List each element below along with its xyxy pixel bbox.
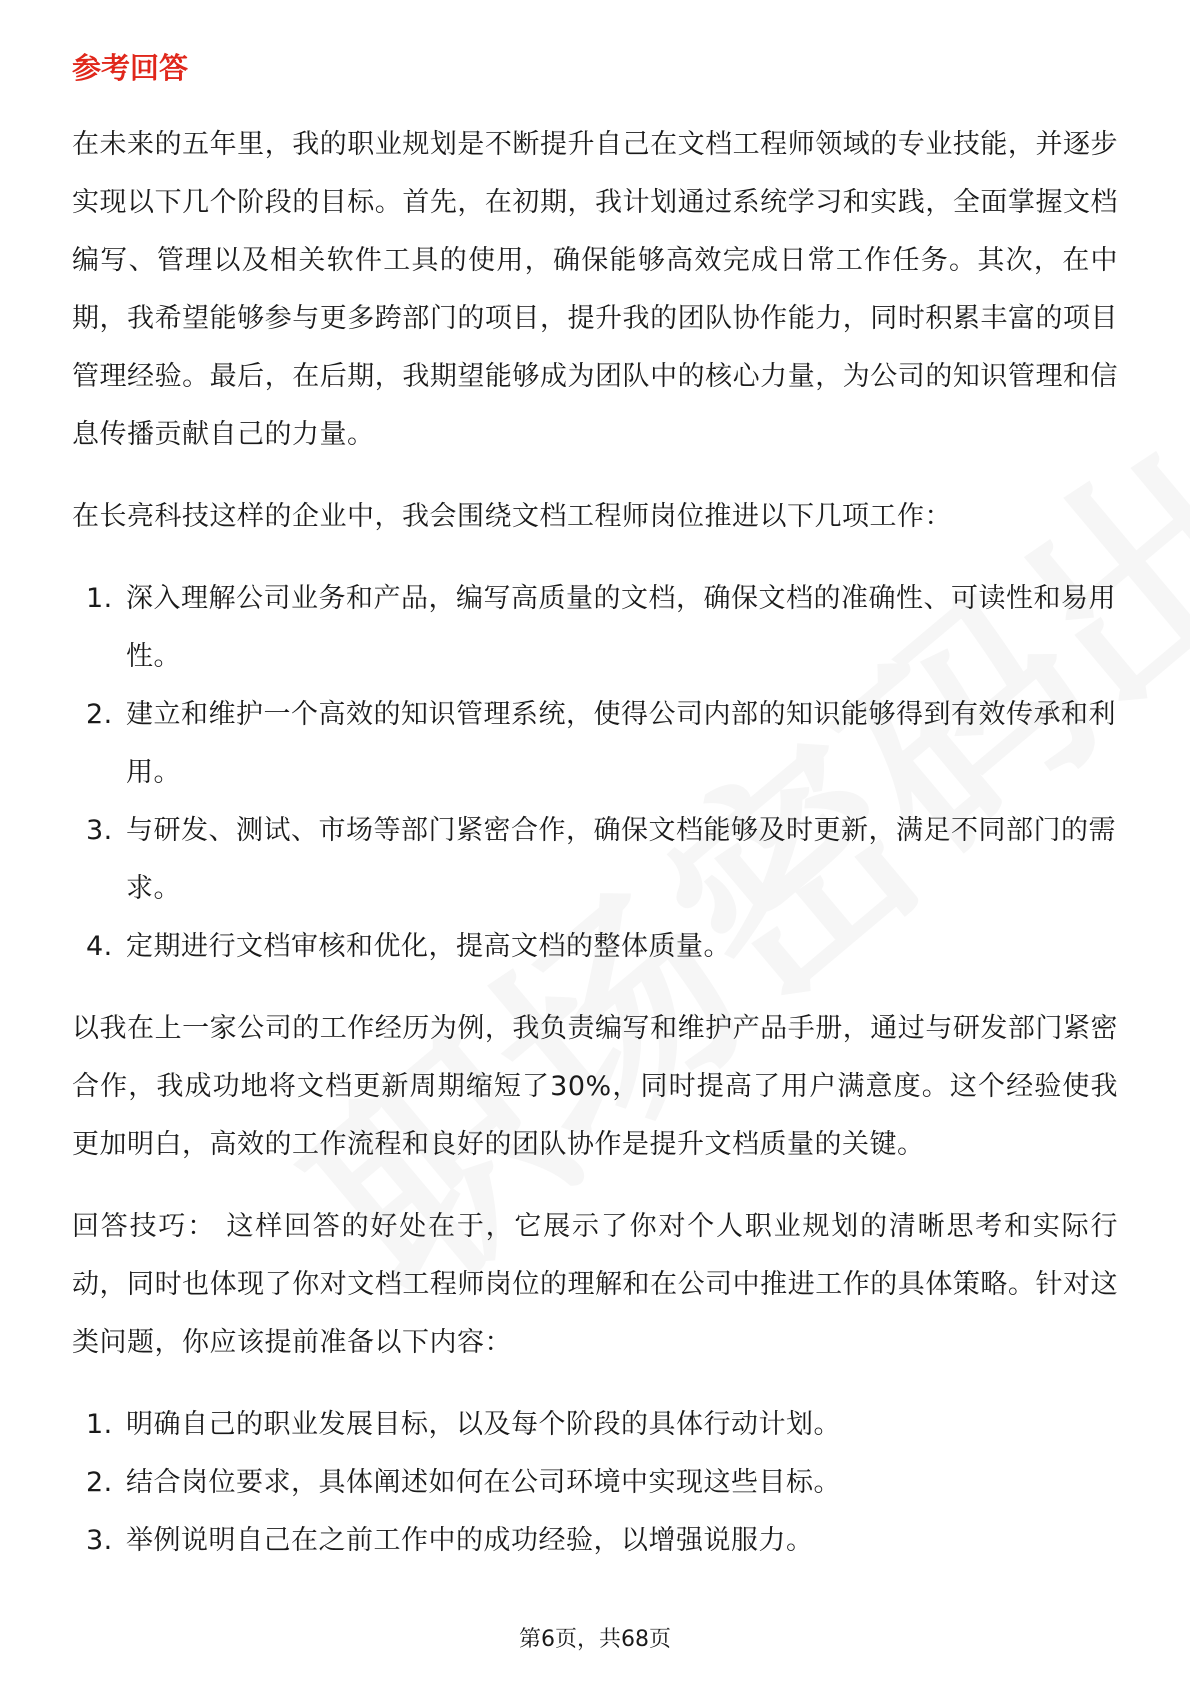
list-item-number: 3. — [86, 1525, 113, 1556]
list-item-text: 深入理解公司业务和产品，编写高质量的文档，确保文档的准确性、可读性和易用性。 — [126, 583, 1116, 672]
list-item-number: 2. — [86, 699, 113, 730]
list-item-text: 举例说明自己在之前工作中的成功经验，以增强说服力。 — [126, 1525, 814, 1556]
document-page — [72, 48, 1118, 1594]
list-item — [72, 1512, 1118, 1570]
list-item-text: 结合岗位要求，具体阐述如何在公司环境中实现这些目标。 — [126, 1467, 841, 1498]
preparation-list — [72, 1396, 1118, 1570]
list-item-number: 3. — [86, 815, 113, 846]
list-item-number: 2. — [86, 1467, 113, 1498]
list-item-number: 1. — [86, 1409, 113, 1440]
paragraph-career-plan: 在未来的五年里，我的职业规划是不断提升自己在文档工程师领域的专业技能，并逐步实现以下几个阶段的目标。首先，在初期，我计划通过系统学习和实践，全面掌握文档编写、管理以及相关软件工具的使用，确保能够高效完成日常工作任务。其次，在中期，我希望能够参与更多跨部门的项目，提升我的团队协作能力，同时积累丰富的项目管理经验。最后，在后期，我期望能够成为团队中的核心力量，为公司的知识管理和信息传播贡献自己的力量。 — [72, 129, 1118, 450]
page-footer: 第6页，共68页 — [519, 1627, 671, 1652]
list-item — [72, 802, 1118, 918]
list-item-number: 4. — [86, 931, 113, 962]
list-item-number: 1. — [86, 583, 113, 614]
list-item — [72, 1454, 1118, 1512]
list-item-text: 定期进行文档审核和优化，提高文档的整体质量。 — [126, 931, 731, 962]
paragraph-answer-tips: 回答技巧： 这样回答的好处在于，它展示了你对个人职业规划的清晰思考和实际行动，同时也体现了你对文档工程师岗位的理解和在公司中推进工作的具体策略。针对这类问题，你应该提前准备以下内容： — [72, 1211, 1118, 1358]
list-item — [72, 1396, 1118, 1454]
list-item-text: 明确自己的职业发展目标，以及每个阶段的具体行动计划。 — [126, 1409, 841, 1440]
paragraph-work-intro: 在长亮科技这样的企业中，我会围绕文档工程师岗位推进以下几项工作： — [72, 501, 952, 532]
list-item-text: 建立和维护一个高效的知识管理系统，使得公司内部的知识能够得到有效传承和利用。 — [126, 699, 1116, 788]
list-item-text: 与研发、测试、市场等部门紧密合作，确保文档能够及时更新，满足不同部门的需求。 — [126, 815, 1116, 904]
paragraph-experience-example: 以我在上一家公司的工作经历为例，我负责编写和维护产品手册，通过与研发部门紧密合作，我成功地将文档更新周期缩短了30%，同时提高了用户满意度。这个经验使我更加明白，高效的工作流程和良好的团队协作是提升文档质量的关键。 — [72, 1013, 1118, 1160]
work-items-list — [72, 570, 1118, 976]
section-title: 参考回答 — [72, 51, 189, 85]
list-item — [72, 918, 1118, 976]
list-item — [72, 686, 1118, 802]
list-item — [72, 570, 1118, 686]
